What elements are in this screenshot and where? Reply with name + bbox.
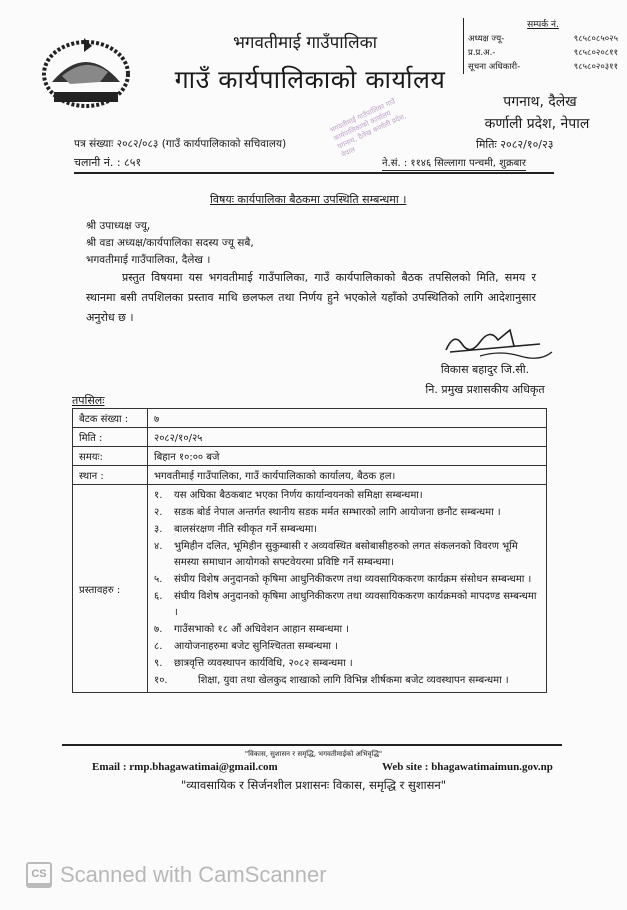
item-number: १०. xyxy=(154,675,168,686)
contact-title: सम्पर्क नं. xyxy=(527,20,559,30)
item-text: छात्रवृत्ति व्यवस्थापन कार्यविधि, २०८२ सम्बन्धमा । xyxy=(174,658,353,669)
item-number: ९. xyxy=(154,658,163,669)
addressee-block xyxy=(86,218,254,269)
contact-block xyxy=(463,18,618,74)
address-line-2: कर्णाली प्रदेश, नेपाल xyxy=(484,116,590,132)
contact-label: अध्यक्ष ज्यू- xyxy=(468,34,505,44)
list-item xyxy=(154,522,540,538)
list-item xyxy=(154,622,540,638)
table-row xyxy=(73,466,547,485)
signer-title: नि. प्रमुख प्रशासकीय अधिकृत xyxy=(425,383,545,396)
letter-subject: विषयः कार्यपालिका बैठकमा उपस्थिति सम्बन्धमा । xyxy=(210,193,407,206)
signer-name: विकास बहादुर जि.सी. xyxy=(440,363,530,376)
footer-website[interactable]: Web site : bhagawatimaimun.gov.np xyxy=(382,761,553,773)
contact-row xyxy=(468,46,618,60)
contact-phone: ९८५८०२०३११ xyxy=(573,62,618,72)
item-text: शिक्षा, युवा तथा खेलकुद शाखाको लागि विभिन्न शीर्षकमा बजेट व्यवस्थापन सम्बन्धमा । xyxy=(198,675,509,686)
item-text: सडक बोर्ड नेपाल अन्तर्गत स्थानीय सडक मर्मत सम्भारको लागि आयोजना छनौट सम्बन्धमा । xyxy=(174,507,501,518)
municipality-name: भगवतीमाई गाउँपालिका xyxy=(232,33,378,53)
item-number: ३. xyxy=(154,524,163,535)
reference-number: पत्र संख्याः २०८२/०८३ (गाउँ कार्यपालिकाको सचिवालय) xyxy=(74,138,287,150)
addressee-line: श्री उपाध्यक्ष ज्यू, xyxy=(86,220,151,232)
footer-slogan: "व्यावसायिक र सिर्जनशील प्रशासनः विकास, समृद्धि र सुशासन" xyxy=(180,778,447,792)
table-row xyxy=(73,447,547,466)
list-item xyxy=(154,656,540,672)
list-item xyxy=(154,488,540,504)
signer-block xyxy=(420,360,550,400)
schedule-title: तपसिलः xyxy=(72,394,105,407)
contact-row xyxy=(468,32,618,46)
nepal-sambat-date: ने.सं. : ११४६ सिल्लागा पन्चमी, शुक्रबार xyxy=(382,155,526,171)
proposals-list xyxy=(154,488,540,689)
chalani-number: चलानी नं. : ८५१ xyxy=(74,156,142,169)
header-divider xyxy=(74,172,554,174)
row-label: मिति : xyxy=(73,428,148,447)
schedule-table xyxy=(72,408,547,693)
item-text: संघीय विशेष अनुदानको कृषिमा आधुनिकीकरण तथा व्यवसायिककरण कार्यक्रमको मापदण्ड सम्बन्धमा । xyxy=(174,591,537,618)
list-item xyxy=(154,505,540,521)
item-text: भुमिहीन दलित, भूमिहीन सुकुम्बासी र अव्यवस्थित बसोबासीहरुको लगत संकलनको विवरण भूमि समस्या समाधान आयोगको सफ्टवेयरमा प्रविष्टि गर्ने सम्बन्धमा। xyxy=(174,541,518,568)
camscanner-watermark xyxy=(26,862,327,888)
signature-icon xyxy=(440,322,560,364)
list-item xyxy=(154,673,540,689)
contact-row xyxy=(468,60,618,74)
item-number: १. xyxy=(154,490,163,501)
proposals-cell xyxy=(148,485,547,693)
list-item xyxy=(154,639,540,655)
item-text: आयोजनाहरुमा बजेट सुनिश्चितता सम्बन्धमा । xyxy=(174,641,338,652)
row-label: समयः: xyxy=(73,447,148,466)
row-label: स्थान : xyxy=(73,466,148,485)
address-line-1: पगनाथ, दैलेख xyxy=(503,94,577,110)
nepal-emblem-icon xyxy=(40,32,132,110)
footer-email[interactable]: Email : rmp.bhagawatimai@gmail.com xyxy=(92,761,278,773)
item-text: यस अघिका बैठकबाट भएका निर्णय कार्यान्वयनको समिक्षा सम्बन्धमा। xyxy=(174,490,423,501)
item-text: संघीय विशेष अनुदानको कृषिमा आधुनिकीकरण तथा व्यवसायिककरण कार्यक्रम संसोधन सम्बन्धमा । xyxy=(174,574,532,585)
signature xyxy=(440,322,560,364)
table-row xyxy=(73,409,547,428)
item-number: २. xyxy=(154,507,163,518)
addressee-line: श्री वडा अध्यक्ष/कार्यपालिका सदस्य ज्यू सबै, xyxy=(86,237,254,249)
row-label: बैटक संख्या : xyxy=(73,409,148,428)
row-value: बिहान १०:०० बजे xyxy=(148,447,547,466)
item-number: ७. xyxy=(154,624,163,635)
letter-body: प्रस्तुत विषयमा यस भगवतीमाई गाउँपालिका, गाउँ कार्यपालिकाको बैठक तपसिलको मिति, समय र स्थानमा बसी तपशिलका प्रस्ताव माथि छलफल तथा निर्णय हुने भएकोले यहाँको उपस्थितिको लागि आदेशानुसार अनुरोध छ । xyxy=(86,271,536,324)
list-item xyxy=(154,589,540,621)
list-item xyxy=(154,539,540,571)
item-number: ५. xyxy=(154,574,163,585)
office-stamp: भगवतीमाई गाउँपालिका गाउँ कार्यपालिकाको कार्यालय पगनाथ, दैलेख कर्णाली प्रदेश, नेपाल xyxy=(328,97,408,160)
footer-small-slogan: "विकास, सुशासन र समृद्धि, भगवतीमाईको अभिवृद्धि" xyxy=(244,750,383,758)
addressee-line: भगवतीमाई गाउँपालिका, दैलेख । xyxy=(86,254,211,266)
item-number: ८. xyxy=(154,641,163,652)
proposals-label: प्रस्तावहरु : xyxy=(73,485,148,693)
contact-phone: ९८५८०८५०२५ xyxy=(573,34,618,44)
office-name: गाउँ कार्यपालिकाको कार्यालय xyxy=(174,65,446,94)
camscanner-logo-icon: CS xyxy=(26,862,52,888)
row-value: भगवतीमाई गाउँपालिका, गाउँ कार्यपालिकाको कार्यालय, बैठक हल। xyxy=(148,466,547,485)
item-text: बालसंरक्षण नीति स्वीकृत गर्ने सम्बन्धमा। xyxy=(174,524,318,535)
row-value: ७ xyxy=(148,409,547,428)
list-item xyxy=(154,572,540,588)
footer-divider xyxy=(62,744,562,746)
letter-date: मितिः २०८२/१०/२३ xyxy=(476,138,554,151)
contact-phone: ९८५८०२०८११ xyxy=(573,48,618,58)
item-text: गाउँसभाको १८ औं अधिवेशन आहान सम्बन्धमा । xyxy=(174,624,350,635)
item-number: ४. xyxy=(154,541,163,552)
table-row xyxy=(73,428,547,447)
item-number: ६. xyxy=(154,591,163,602)
row-value: २०८२/१०/२५ xyxy=(148,428,547,447)
table-row xyxy=(73,485,547,693)
watermark-text: Scanned with CamScanner xyxy=(60,862,327,887)
contact-label: सूचना अधिकारी- xyxy=(468,62,521,72)
contact-label: प्र.प्र.अ.- xyxy=(468,48,496,58)
